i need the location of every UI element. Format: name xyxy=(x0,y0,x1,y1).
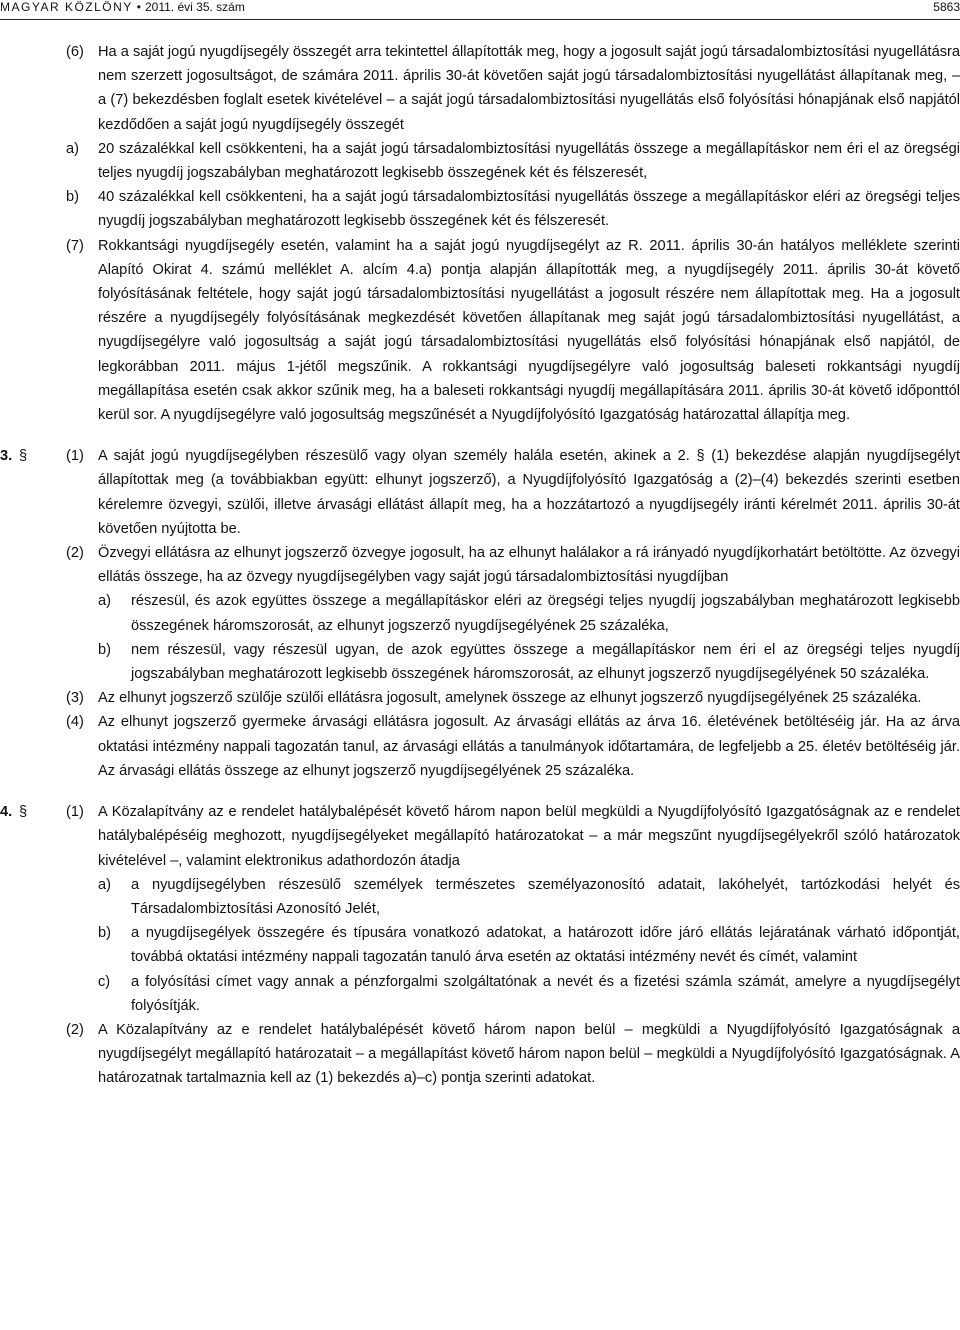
item-letter: a) xyxy=(66,140,79,157)
paragraph xyxy=(0,1018,960,1091)
list-item xyxy=(0,921,960,969)
paragraph xyxy=(0,710,960,783)
paragraph-number: (2) xyxy=(66,545,84,562)
paragraph-text: Ha a saját jogú nyugdíjsegély összegét arra tekintettel állapították meg, hogy a jogosult saját jogú társadalombiztosítási nyugellátásra nem szerzett jogosultságot, de számára 2011. április 30-át követően saját jogú társadalombiztosítási nyugellátást állapítanak meg, – a (7) bekezdésben foglalt esetek kivételével – a saját jogú társadalombiztosítási nyugellátás első folyósítási hónapjának első napjától kezdődően a saját jogú nyugdíjsegély összegét xyxy=(98,44,960,133)
list-item xyxy=(0,589,960,637)
paragraph-text: a nyugdíjsegélyben részesülő személyek természetes személyazonosító adatait, lakóhelyét, tartózkodási helyét és Társadalombiztosítási Azonosító Jelét, xyxy=(131,876,960,917)
page-number: 5863 xyxy=(933,0,960,14)
paragraph-number: (1) xyxy=(66,448,84,465)
list-item xyxy=(0,137,960,185)
paragraph-text: 20 százalékkal kell csökkenteni, ha a saját jogú társadalombiztosítási nyugellátás összege a megállapításkor nem éri el az öregségi teljes nyugdíj jogszabályban meghatározott legkisebb összegének két és félszeresét, xyxy=(98,140,960,182)
paragraph xyxy=(0,40,960,137)
item-letter: a) xyxy=(98,593,111,610)
item-letter: a) xyxy=(98,876,111,893)
section-number: 4. xyxy=(0,804,13,821)
paragraph-number: (4) xyxy=(66,714,84,731)
paragraph-text: Rokkantsági nyugdíjsegély esetén, valamint ha a saját jogú nyugdíjsegélyt az R. 2011. április 30-án hatályos melléklete szerinti Alapító Okirat 4. számú melléklet A. alcím 4.a) pontja alapján állapították meg, a nyugdíjsegély 2011. április 30-át követő folyósításának feltétele, hogy saját jogú társadalombiztosítási nyugellátást a jogosult részére nem állapítottak meg. Ha a jogosult részére a nyugdíjsegély folyósításának megkezdését követően állapítanak meg saját jogú társadalombiztosítási nyugellátást, a nyugdíjsegélyre való jogosultság a saját jogú társadalombiztosítási nyugellátás első folyósítási hónapjának első napjától, de legkorábban 2011. május 1-jétől megszűnik. A rokkantsági nyugdíjsegélyre való jogosultság baleseti rokkantsági nyugdíj megállapítása esetén csak akkor szűnik meg, ha a baleseti rokkantsági nyugdíj megállapítására 2011. április 30-át követő időponttól kerül sor. A nyugdíjsegélyre való jogosultság megszűnését a Nyugdíjfolyósító Igazgatóság határozattal állapítja meg. xyxy=(98,237,960,424)
section-gap xyxy=(0,427,960,444)
section-sign: § xyxy=(19,448,28,465)
page-header xyxy=(0,0,960,20)
paragraph-text: Az elhunyt jogszerző gyermeke árvasági ellátásra jogosult. Az árvasági ellátás az árva 16. életévének betöltéséig jár. Ha az árva oktatási intézmény nappali tagozatán tanul, az árvasági ellátás a tanulmányok időtartamára, de legfeljebb a 25. életév betöltéséig jár. Az árvasági ellátás összege az elhunyt jogszerző nyugdíjsegélyének 25 százaléka. xyxy=(98,714,960,779)
list-item xyxy=(0,185,960,233)
paragraph-text: a nyugdíjsegélyek összegére és típusára vonatkozó adatokat, a határozott időre járó ellátás lejáratának várható időpontját, továbbá oktatási intézmény nappali tagozatán tanuló árva esetén az oktatási intézmény nevét és címét, valamint xyxy=(131,925,960,966)
item-letter: b) xyxy=(66,189,79,206)
issue-label: 2011. évi 35. szám xyxy=(145,0,245,14)
list-item xyxy=(0,970,960,1018)
paragraph-text: A saját jogú nyugdíjsegélyben részesülő vagy olyan személy halála esetén, akinek a 2. § (1) bekezdése alapján nyugdíjsegélyt állapítottak meg (a továbbiakban együtt: elhunyt jogszerző), a Nyugdíjfolyósító Igazgatóság a (2)–(4) bekezdés szerinti esetben kérelemre özvegyi, szülői, illetve árvasági ellátást állapít meg, ha a hozzátartozó a nyugdíjsegély iránti kérelmét 2011. április 30-át követően nyújtotta be. xyxy=(98,448,960,537)
running-head xyxy=(0,0,245,14)
item-letter: b) xyxy=(98,925,111,942)
paragraph-number: (2) xyxy=(66,1021,84,1038)
paragraph xyxy=(0,541,960,589)
bullet-separator: • xyxy=(136,0,141,14)
section-gap xyxy=(0,783,960,800)
section-sign: § xyxy=(19,804,28,821)
paragraph xyxy=(0,234,960,428)
section-number: 3. xyxy=(0,448,13,465)
paragraph xyxy=(0,444,960,541)
paragraph-text: A Közalapítvány az e rendelet hatálybalépését követő három napon belül megküldi a Nyugdíjfolyósító Igazgatóságnak az e rendelet hatálybalépéséig meghozott, nyugdíjsegélyeket megállapító határozatokat – a már megszűnt nyugdíjsegélyekről szóló határozatok kivételével –, valamint elektronikus adathordozón átadja xyxy=(98,804,960,869)
journal-title: MAGYAR KÖZLÖNY xyxy=(0,0,133,14)
paragraph-number: (1) xyxy=(66,804,84,821)
paragraph-text: Özvegyi ellátásra az elhunyt jogszerző özvegye jogosult, ha az elhunyt halálakor a rá irányadó nyugdíjkorhatárt betöltötte. Az özvegyi ellátás összege, ha az özvegy nyugdíjsegélyben vagy saját jogú társadalombiztosítási nyugdíjban xyxy=(98,545,960,586)
paragraph-text: a folyósítási címet vagy annak a pénzforgalmi szolgáltatónak a nevét és a fizetési számla számát, amelyre a nyugdíjsegélyt folyósítják. xyxy=(131,973,960,1014)
paragraph-number: (3) xyxy=(66,690,84,707)
list-item xyxy=(0,638,960,686)
item-letter: c) xyxy=(98,973,111,990)
paragraph-text: nem részesül, vagy részesül ugyan, de azok együttes összege a megállapításkor nem éri el az öregségi teljes nyugdíj jogszabályban meghatározott legkisebb összegének háromszorosát, az elhunyt jogszerző nyugdíjsegélyének 50 százaléka. xyxy=(131,641,960,683)
paragraph xyxy=(0,686,960,710)
document-body xyxy=(0,40,960,1091)
paragraph-text: Az elhunyt jogszerző szülője szülői ellátásra jogosult, amelynek összege az elhunyt jogszerző nyugdíjsegélyének 25 százaléka. xyxy=(98,690,922,707)
paragraph-text: részesül, és azok együttes összege a megállapításkor eléri az öregségi teljes nyugdíj jogszabályban meghatározott legkisebb összegének háromszorosát, az elhunyt jogszerző nyugdíjsegélyének 25 százaléka, xyxy=(131,593,960,634)
paragraph xyxy=(0,800,960,873)
paragraph-text: 40 százalékkal kell csökkenteni, ha a saját jogú társadalombiztosítási nyugellátás összege a megállapításkor eléri az öregségi teljes nyugdíj jogszabályban meghatározott legkisebb összegének két és félszeresét. xyxy=(98,189,960,230)
item-letter: b) xyxy=(98,641,111,658)
list-item xyxy=(0,873,960,921)
paragraph-number: (6) xyxy=(66,44,84,60)
paragraph-text: A Közalapítvány az e rendelet hatálybalépését követő három napon belül – megküldi a Nyugdíjfolyósító Igazgatóságnak a nyugdíjsegélyt megállapító határozatait – a megállapítást követő három napon belül – megküldi a Nyugdíjfolyósító Igazgatóságnak. A határozatnak tartalmaznia kell az (1) bekezdés a)–c) pontja szerinti adatokat. xyxy=(98,1021,960,1087)
paragraph-number: (7) xyxy=(66,237,84,254)
